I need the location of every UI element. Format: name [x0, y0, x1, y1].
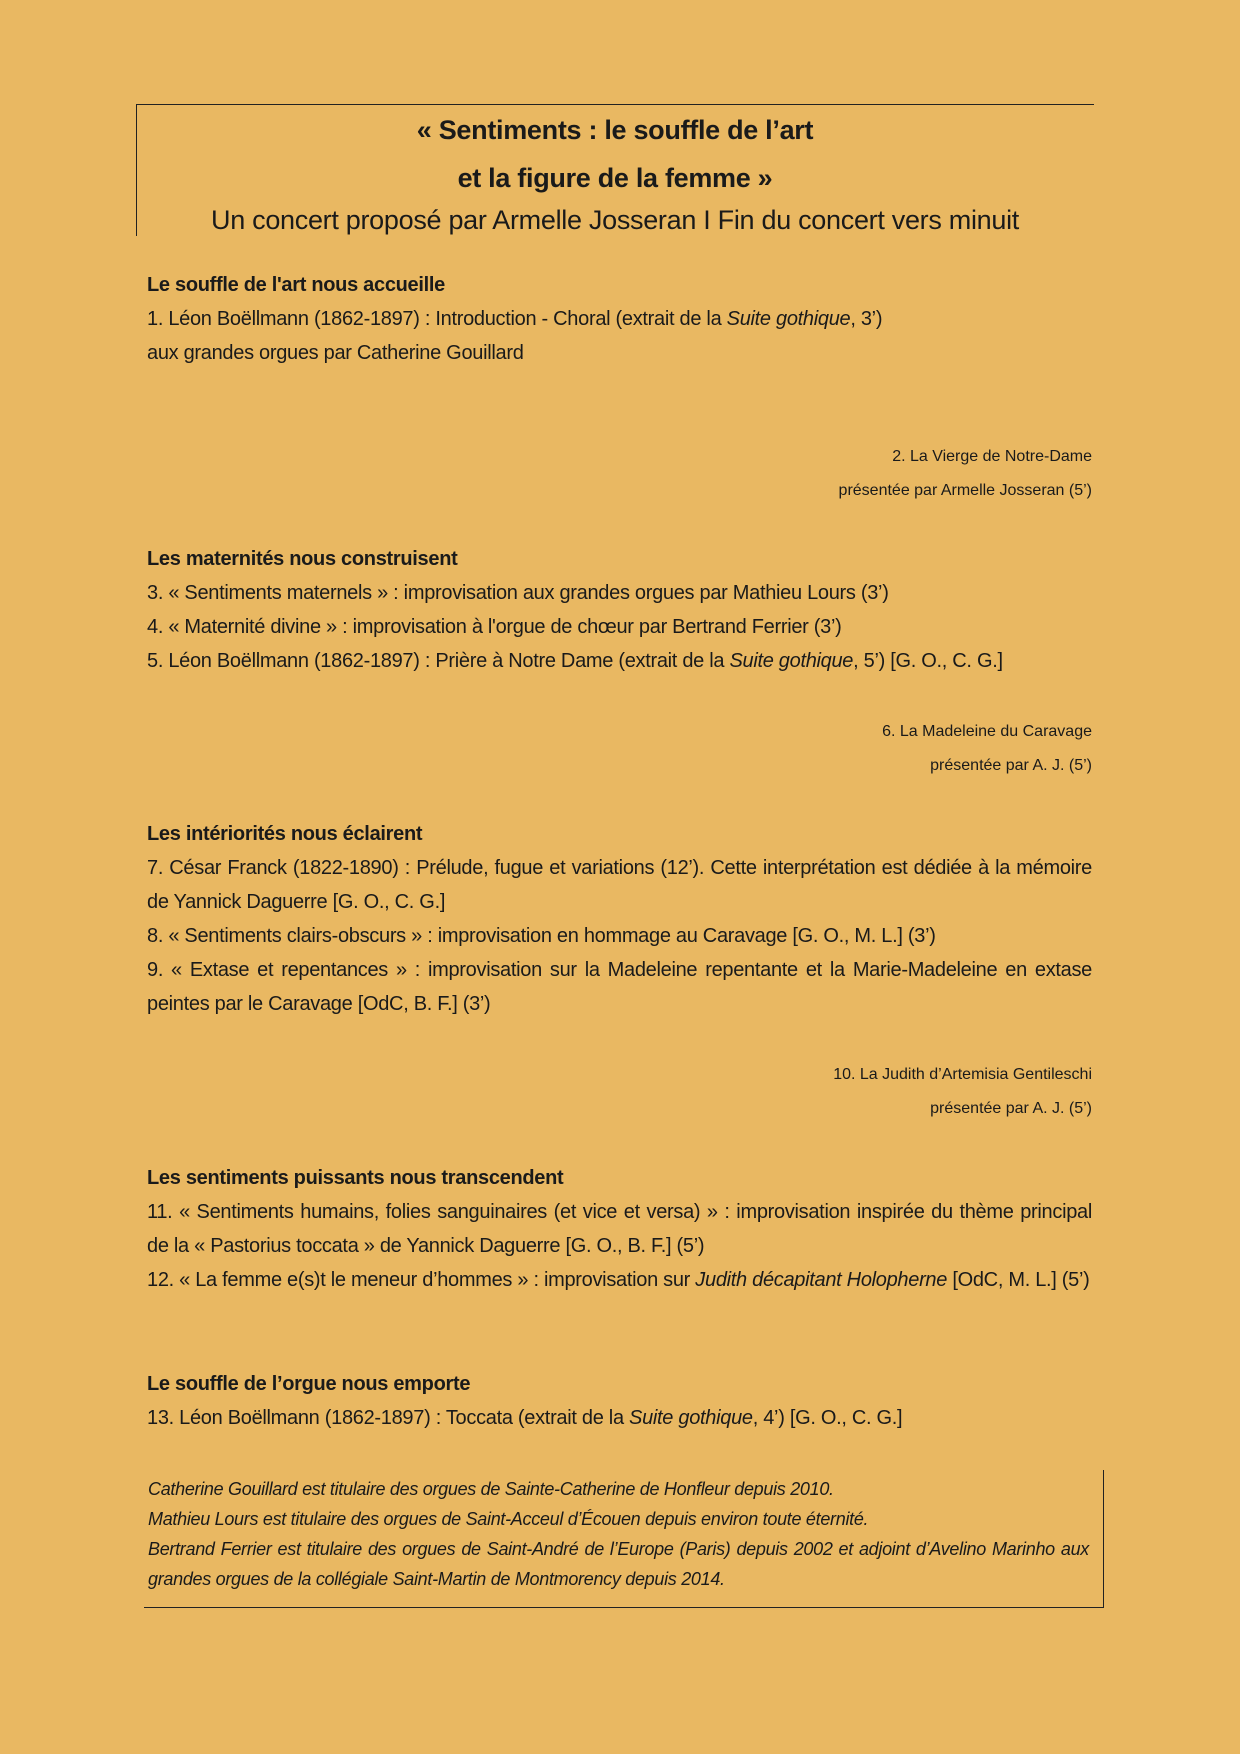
- program-item-1-performer: aux grandes orgues par Catherine Gouillard: [147, 342, 524, 364]
- concert-header: [136, 104, 1094, 240]
- program-item-1: [147, 302, 1092, 336]
- program-item-8: 8. « Sentiments clairs-obscurs » : improvisation en hommage au Caravage [G. O., M. L.] (3’): [147, 925, 936, 947]
- work-title: Suite gothique: [629, 1407, 753, 1429]
- item-text: , 4’) [G. O., C. G.]: [752, 1407, 903, 1429]
- presentation-presenter: présentée par A. J. (5’): [930, 1100, 1092, 1117]
- presentation-2: [147, 440, 1092, 508]
- section-title: Les sentiments puissants nous transcendent: [147, 1167, 564, 1189]
- item-text: 5. Léon Boëllmann (1862-1897) : Prière à Notre Dame (extrait de la: [147, 650, 730, 672]
- presentation-title: 10. La Judith d’Artemisia Gentileschi: [833, 1066, 1092, 1083]
- section-title: Le souffle de l'art nous accueille: [147, 274, 445, 296]
- work-title: Suite gothique: [726, 308, 851, 330]
- program-item-9: 9. « Extase et repentances » : improvisation sur la Madeleine repentante et la Marie-Madeleine en extase peintes par le Caravage [OdC, B. F.] (3’): [147, 959, 1092, 1015]
- presentation-presenter: présentée par Armelle Josseran (5’): [838, 482, 1092, 499]
- section-organ-breath: [147, 1367, 1092, 1435]
- item-text: , 3’): [850, 308, 883, 330]
- presentation-10: [147, 1058, 1092, 1126]
- section-interiorities: [147, 817, 1092, 1021]
- work-title: Judith décapitant Holopherne: [695, 1269, 948, 1291]
- program-item-11: 11. « Sentiments humains, folies sanguinaires (et vice et versa) » : improvisation inspirée du thème principal de la « Pastorius toccata » de Yannick Daguerre [G. O., B. F.] (5’): [147, 1201, 1092, 1257]
- item-text: 12. « La femme e(s)t le meneur d’hommes » : improvisation sur: [147, 1269, 696, 1291]
- item-text: 1. Léon Boëllmann (1862-1897) : Introduction - Choral (extrait de la: [147, 308, 727, 330]
- concert-subtitle: Un concert proposé par Armelle Josseran I Fin du concert vers minuit: [211, 205, 1019, 235]
- presentation-6: [147, 715, 1092, 783]
- program-item-5: [147, 644, 1092, 678]
- item-text: 13. Léon Boëllmann (1862-1897) : Toccata (extrait de la: [147, 1407, 630, 1429]
- section-welcome: [147, 268, 1092, 370]
- presentation-title: 2. La Vierge de Notre-Dame: [892, 448, 1092, 465]
- work-title: Suite gothique: [729, 650, 854, 672]
- presentation-presenter: présentée par A. J. (5’): [930, 757, 1092, 774]
- presentation-title: 6. La Madeleine du Caravage: [882, 723, 1092, 740]
- section-title: Les maternités nous construisent: [147, 548, 458, 570]
- note-mathieu-lours: Mathieu Lours est titulaire des orgues de Saint-Acceul d’Écouen depuis environ toute éternité.: [148, 1509, 869, 1529]
- note-bertrand-ferrier: Bertrand Ferrier est titulaire des orgues de Saint-André de l’Europe (Paris) depuis 2002 et adjoint d’Avelino Marinho aux grandes orgues de la collégiale Saint-Martin de Montmorency depuis 2014.: [148, 1539, 1089, 1589]
- section-maternities: [147, 542, 1092, 678]
- program-item-7: 7. César Franck (1822-1890) : Prélude, fugue et variations (12’). Cette interprétation est dédiée à la mémoire de Yannick Daguerre [G. O., C. G.]: [147, 857, 1092, 913]
- organists-notes: [144, 1470, 1104, 1608]
- item-text: [OdC, M. L.] (5’): [947, 1269, 1090, 1291]
- program-item-12: [147, 1263, 1092, 1297]
- section-title: Le souffle de l’orgue nous emporte: [147, 1373, 471, 1395]
- section-powerful-feelings: [147, 1161, 1092, 1297]
- item-text: , 5’) [G. O., C. G.]: [853, 650, 1003, 672]
- program-item-13: [147, 1401, 1092, 1435]
- program-item-4: 4. « Maternité divine » : improvisation à l'orgue de chœur par Bertrand Ferrier (3’): [147, 616, 842, 638]
- concert-title-line-2: et la figure de la femme »: [457, 163, 773, 193]
- concert-title-line-1: « Sentiments : le souffle de l’art: [416, 115, 814, 145]
- program-item-3: 3. « Sentiments maternels » : improvisation aux grandes orgues par Mathieu Lours (3’): [147, 582, 889, 604]
- note-catherine-gouillard: Catherine Gouillard est titulaire des orgues de Sainte-Catherine de Honfleur depuis 2010.: [148, 1479, 834, 1499]
- section-title: Les intériorités nous éclairent: [147, 823, 423, 845]
